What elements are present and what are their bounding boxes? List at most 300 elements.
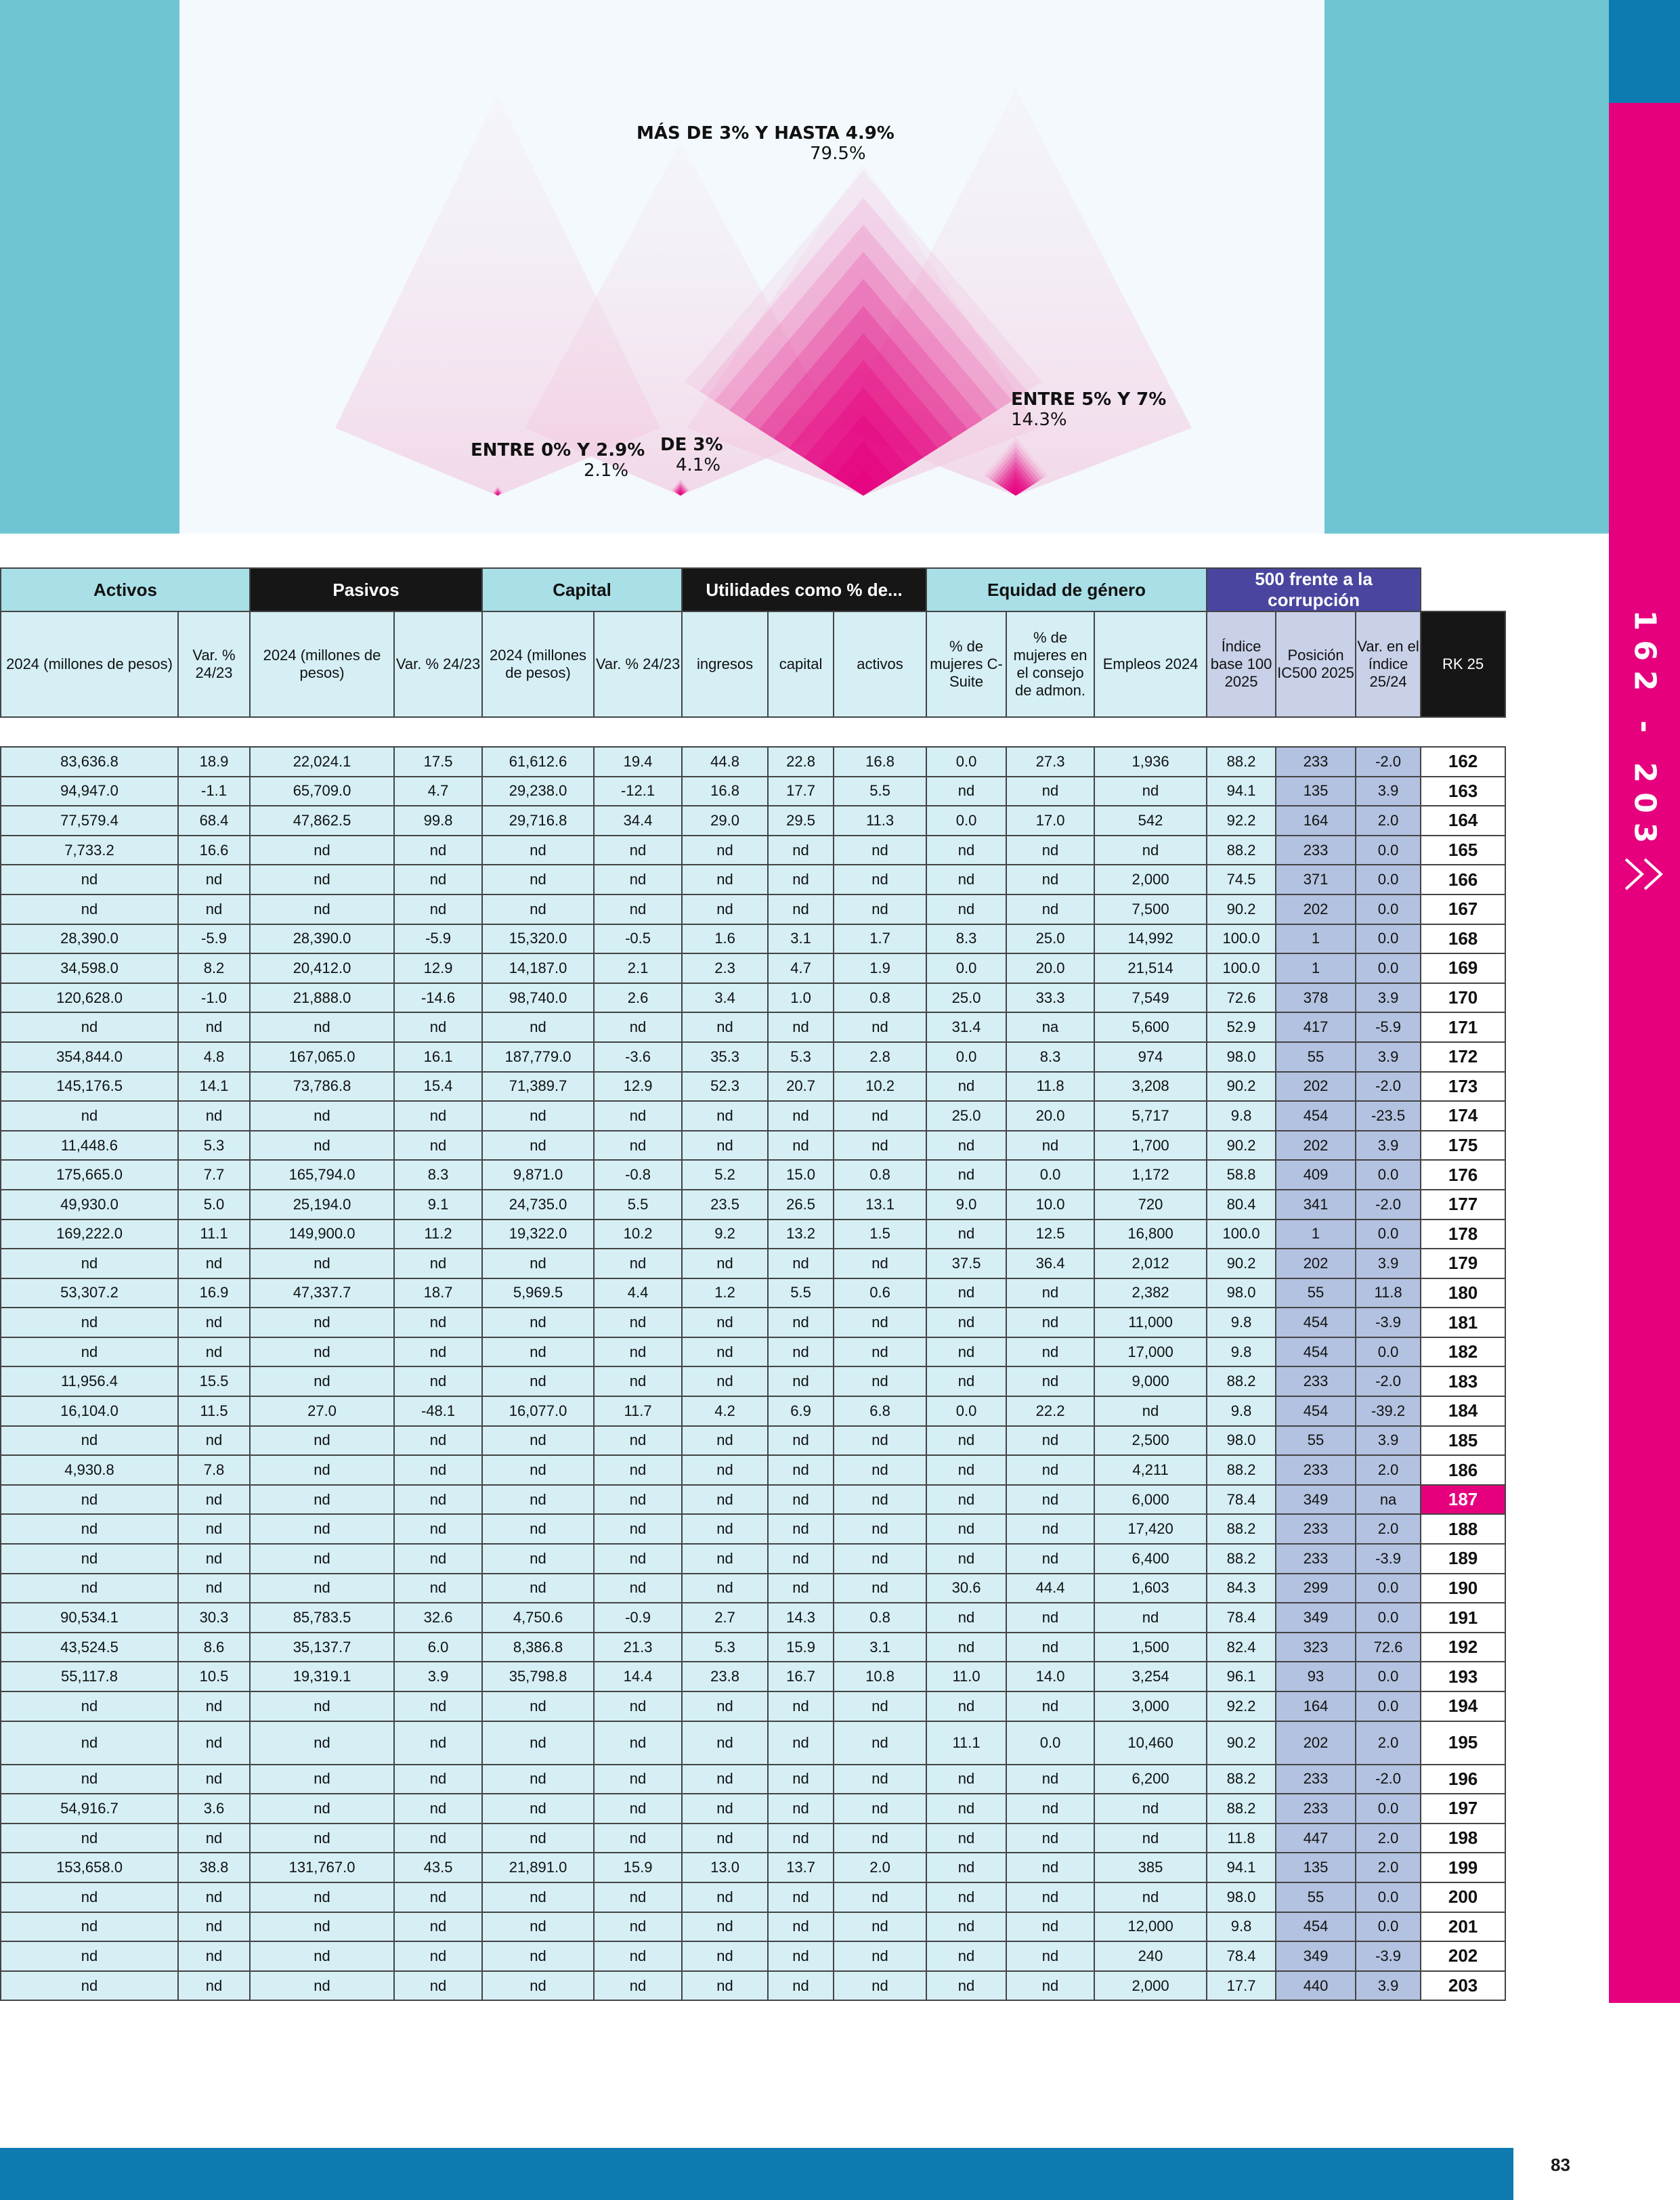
table-cell: nd xyxy=(394,1514,482,1544)
table-cell: nd xyxy=(768,894,834,924)
table-cell: nd xyxy=(594,1514,682,1544)
table-cell: 12.9 xyxy=(594,1072,682,1102)
table-cell: nd xyxy=(394,1308,482,1337)
table-cell: -1.1 xyxy=(178,777,250,806)
rank-cell: 195 xyxy=(1421,1721,1505,1765)
table-cell: nd xyxy=(1006,1455,1094,1485)
table-cell: 233 xyxy=(1276,1366,1356,1396)
table-cell: nd xyxy=(394,1012,482,1042)
table-cell: nd xyxy=(768,1971,834,2001)
table-cell: nd xyxy=(178,865,250,894)
table-cell: 36.4 xyxy=(1006,1249,1094,1278)
table-cell: 4,211 xyxy=(1094,1455,1207,1485)
table-cell: 3,254 xyxy=(1094,1662,1207,1691)
table-cell: nd xyxy=(768,1721,834,1765)
table-cell: 0.0 xyxy=(1356,953,1421,983)
table-cell: nd xyxy=(482,1794,594,1824)
table-cell: nd xyxy=(178,1544,250,1574)
table-cell: nd xyxy=(482,1721,594,1765)
col-activos-2024: 2024 (millones de pesos) xyxy=(1,611,178,717)
table-row xyxy=(1,953,1505,983)
table-cell: 100.0 xyxy=(1207,924,1276,954)
table-cell: 233 xyxy=(1276,1544,1356,1574)
table-cell: 233 xyxy=(1276,1794,1356,1824)
table-cell: 20.0 xyxy=(1006,1101,1094,1131)
table-cell: nd xyxy=(394,1426,482,1456)
chart-label-1 xyxy=(660,435,723,475)
table-cell: nd xyxy=(482,1824,594,1853)
col-pasivos-2024: 2024 (millones de pesos) xyxy=(250,611,394,717)
table-cell: nd xyxy=(834,1249,926,1278)
table-cell: 88.2 xyxy=(1207,747,1276,777)
table-cell: nd xyxy=(394,1366,482,1396)
table-cell: 90,534.1 xyxy=(1,1603,178,1633)
table-cell: 35.3 xyxy=(682,1042,768,1072)
table-cell: nd xyxy=(250,1574,394,1603)
table-cell: nd xyxy=(834,1721,926,1765)
table-row xyxy=(1,1131,1505,1161)
table-cell: nd xyxy=(926,865,1006,894)
table-cell: nd xyxy=(1,1426,178,1456)
table-row xyxy=(1,1160,1505,1190)
table-cell: 2.0 xyxy=(1356,1514,1421,1544)
table-cell: 0.0 xyxy=(1356,924,1421,954)
table-cell: -1.0 xyxy=(178,983,250,1013)
table-cell: 28,390.0 xyxy=(1,924,178,954)
table-cell: 202 xyxy=(1276,1072,1356,1102)
table-cell: 0.0 xyxy=(926,953,1006,983)
table-cell: nd xyxy=(926,1971,1006,2001)
table-row xyxy=(1,1308,1505,1337)
table-cell: 32.6 xyxy=(394,1603,482,1633)
table-cell: nd xyxy=(834,1308,926,1337)
table-cell: 3.6 xyxy=(178,1794,250,1824)
rank-cell: 164 xyxy=(1421,806,1505,836)
table-cell: 349 xyxy=(1276,1941,1356,1971)
table-cell: 3.9 xyxy=(1356,1426,1421,1456)
table-cell: 1.7 xyxy=(834,924,926,954)
table-cell: 19,319.1 xyxy=(250,1662,394,1691)
rank-cell: 174 xyxy=(1421,1101,1505,1131)
table-cell: nd xyxy=(1006,1337,1094,1367)
col-var-indice: Var. en el índice 25/24 xyxy=(1356,611,1421,717)
table-cell: 6.9 xyxy=(768,1396,834,1426)
table-cell: nd xyxy=(926,1603,1006,1633)
table-cell: 22,024.1 xyxy=(250,747,394,777)
table-cell: nd xyxy=(682,1824,768,1853)
table-cell: 88.2 xyxy=(1207,1544,1276,1574)
table-cell: nd xyxy=(834,894,926,924)
table-cell: nd xyxy=(926,1882,1006,1912)
table-cell: nd xyxy=(768,1882,834,1912)
table-cell: nd xyxy=(834,1912,926,1942)
table-cell: 233 xyxy=(1276,1765,1356,1794)
table-cell: -3.6 xyxy=(594,1042,682,1072)
table-cell: 20.0 xyxy=(1006,953,1094,983)
table-cell: -5.9 xyxy=(178,924,250,954)
table-cell: nd xyxy=(682,1012,768,1042)
table-cell: 8.2 xyxy=(178,953,250,983)
table-cell: nd xyxy=(250,1765,394,1794)
table-cell: 29.0 xyxy=(682,806,768,836)
table-row xyxy=(1,1971,1505,2001)
table-cell: 149,900.0 xyxy=(250,1220,394,1249)
table-cell: nd xyxy=(834,1485,926,1515)
table-cell: 16.7 xyxy=(768,1662,834,1691)
table-cell: 11.1 xyxy=(178,1220,250,1249)
table-cell: nd xyxy=(1,894,178,924)
table-cell: 9.2 xyxy=(682,1220,768,1249)
table-cell: 131,767.0 xyxy=(250,1853,394,1882)
table-cell: 233 xyxy=(1276,1455,1356,1485)
table-cell: nd xyxy=(682,1337,768,1367)
table-cell: 65,709.0 xyxy=(250,777,394,806)
chart-label-0 xyxy=(471,440,645,481)
right-color-band xyxy=(1324,0,1612,534)
table-cell: 53,307.2 xyxy=(1,1278,178,1308)
table-cell: 13.2 xyxy=(768,1220,834,1249)
table-cell: 1 xyxy=(1276,953,1356,983)
table-cell: nd xyxy=(768,1574,834,1603)
table-cell: nd xyxy=(482,1012,594,1042)
rank-cell: 181 xyxy=(1421,1308,1505,1337)
table-cell: nd xyxy=(682,1941,768,1971)
table-cell: 454 xyxy=(1276,1912,1356,1942)
table-cell: 78.4 xyxy=(1207,1603,1276,1633)
table-cell: nd xyxy=(482,1337,594,1367)
table-cell: 15.9 xyxy=(768,1633,834,1662)
table-cell: 44.4 xyxy=(1006,1574,1094,1603)
table-cell: nd xyxy=(594,865,682,894)
table-cell: nd xyxy=(1006,1308,1094,1337)
table-cell: 9.8 xyxy=(1207,1101,1276,1131)
table-cell: nd xyxy=(834,1366,926,1396)
table-cell: 175,665.0 xyxy=(1,1160,178,1190)
table-cell: 3.9 xyxy=(1356,1131,1421,1161)
rank-cell: 165 xyxy=(1421,836,1505,865)
table-cell: 167,065.0 xyxy=(250,1042,394,1072)
col-activos-pct: activos xyxy=(834,611,926,717)
table-cell: nd xyxy=(1,1101,178,1131)
table-cell: 0.8 xyxy=(834,1160,926,1190)
table-cell: 17.7 xyxy=(1207,1971,1276,2001)
table-cell: nd xyxy=(1,1514,178,1544)
table-cell: 454 xyxy=(1276,1101,1356,1131)
table-cell: nd xyxy=(1006,1971,1094,2001)
table-cell: 10,460 xyxy=(1094,1721,1207,1765)
table-cell: nd xyxy=(1,1912,178,1942)
table-cell: nd xyxy=(1,1249,178,1278)
table-cell: 8.3 xyxy=(1006,1042,1094,1072)
table-cell: nd xyxy=(1094,1396,1207,1426)
table-cell: -48.1 xyxy=(394,1396,482,1426)
table-cell: 15.4 xyxy=(394,1072,482,1102)
table-cell: 5.5 xyxy=(594,1190,682,1220)
table-cell: nd xyxy=(926,894,1006,924)
data-table xyxy=(0,567,1506,2001)
table-cell: nd xyxy=(482,1941,594,1971)
table-cell: 4.7 xyxy=(394,777,482,806)
table-cell: 61,612.6 xyxy=(482,747,594,777)
table-cell: -3.9 xyxy=(1356,1308,1421,1337)
table-cell: 88.2 xyxy=(1207,1455,1276,1485)
table-row xyxy=(1,1721,1505,1765)
table-cell: nd xyxy=(1006,1544,1094,1574)
table-cell: nd xyxy=(394,894,482,924)
table-cell: 0.0 xyxy=(1356,1794,1421,1824)
table-cell: nd xyxy=(1,1824,178,1853)
table-cell: 0.0 xyxy=(1356,894,1421,924)
table-cell: nd xyxy=(768,1249,834,1278)
table-cell: 33.3 xyxy=(1006,983,1094,1013)
table-cell: nd xyxy=(250,1941,394,1971)
table-cell: 78.4 xyxy=(1207,1941,1276,1971)
table-cell: nd xyxy=(594,894,682,924)
table-cell: 2.0 xyxy=(1356,1455,1421,1485)
table-cell: nd xyxy=(768,1012,834,1042)
table-cell: nd xyxy=(1006,1131,1094,1161)
table-cell: 4.4 xyxy=(594,1278,682,1308)
table-cell: 20,412.0 xyxy=(250,953,394,983)
table-cell: nd xyxy=(178,894,250,924)
table-row xyxy=(1,1220,1505,1249)
table-cell: 202 xyxy=(1276,894,1356,924)
table-cell: 341 xyxy=(1276,1190,1356,1220)
table-cell: 13.7 xyxy=(768,1853,834,1882)
table-cell: -2.0 xyxy=(1356,1366,1421,1396)
table-cell: 88.2 xyxy=(1207,1514,1276,1544)
table-cell: 80.4 xyxy=(1207,1190,1276,1220)
table-cell: 5.3 xyxy=(178,1131,250,1161)
rank-cell: 170 xyxy=(1421,983,1505,1013)
table-cell: 9.8 xyxy=(1207,1337,1276,1367)
table-cell: 202 xyxy=(1276,1249,1356,1278)
table-cell: nd xyxy=(250,1426,394,1456)
table-cell: 17,000 xyxy=(1094,1337,1207,1367)
table-cell: 54,916.7 xyxy=(1,1794,178,1824)
table-cell: 72.6 xyxy=(1356,1633,1421,1662)
table-cell: 5,600 xyxy=(1094,1012,1207,1042)
table-cell: 52.9 xyxy=(1207,1012,1276,1042)
table-cell: nd xyxy=(768,1544,834,1574)
table-cell: nd xyxy=(768,1912,834,1942)
table-cell: 73,786.8 xyxy=(250,1072,394,1102)
table-cell: 98.0 xyxy=(1207,1042,1276,1072)
rank-cell: 177 xyxy=(1421,1190,1505,1220)
table-cell: 2.0 xyxy=(1356,1853,1421,1882)
table-cell: nd xyxy=(394,1882,482,1912)
chart-label-2 xyxy=(637,123,895,164)
table-cell: nd xyxy=(768,1794,834,1824)
table-cell: nd xyxy=(682,1485,768,1515)
table-cell: -5.9 xyxy=(394,924,482,954)
table-cell: nd xyxy=(1,1941,178,1971)
rank-cell: 179 xyxy=(1421,1249,1505,1278)
table-cell: 14.3 xyxy=(768,1603,834,1633)
table-cell: 71,389.7 xyxy=(482,1072,594,1102)
table-cell: nd xyxy=(1006,1912,1094,1942)
rank-cell: 169 xyxy=(1421,953,1505,983)
table-cell: nd xyxy=(178,1101,250,1131)
table-cell: 11,956.4 xyxy=(1,1366,178,1396)
table-cell: nd xyxy=(834,1941,926,1971)
table-cell: 23.5 xyxy=(682,1190,768,1220)
table-cell: nd xyxy=(250,1794,394,1824)
table-cell: nd xyxy=(834,1131,926,1161)
table-cell: nd xyxy=(394,1131,482,1161)
table-cell: 27.3 xyxy=(1006,747,1094,777)
table-cell: nd xyxy=(682,1366,768,1396)
table-cell: -39.2 xyxy=(1356,1396,1421,1426)
table-cell: nd xyxy=(1006,1278,1094,1308)
table-cell: -23.5 xyxy=(1356,1101,1421,1131)
table-cell: nd xyxy=(394,1249,482,1278)
table-cell: nd xyxy=(926,1544,1006,1574)
group-capital: Capital xyxy=(482,568,682,611)
rank-cell: 198 xyxy=(1421,1824,1505,1853)
table-cell: 23.8 xyxy=(682,1662,768,1691)
rank-cell: 162 xyxy=(1421,747,1505,777)
table-cell: 542 xyxy=(1094,806,1207,836)
table-cell: 299 xyxy=(1276,1574,1356,1603)
table-cell: 0.0 xyxy=(926,806,1006,836)
table-cell: nd xyxy=(178,1765,250,1794)
table-cell: 98.0 xyxy=(1207,1426,1276,1456)
table-row xyxy=(1,777,1505,806)
table-cell: 14,992 xyxy=(1094,924,1207,954)
table-cell: nd xyxy=(682,1971,768,2001)
table-cell: 15,320.0 xyxy=(482,924,594,954)
table-cell: 25.0 xyxy=(926,1101,1006,1131)
rank-cell: 178 xyxy=(1421,1220,1505,1249)
table-cell: 7.7 xyxy=(178,1160,250,1190)
table-row xyxy=(1,1882,1505,1912)
table-cell: nd xyxy=(482,1574,594,1603)
table-cell: 11.8 xyxy=(1356,1278,1421,1308)
table-cell: 10.5 xyxy=(178,1662,250,1691)
table-cell: 26.5 xyxy=(768,1190,834,1220)
table-cell: 0.0 xyxy=(1356,1337,1421,1367)
rank-cell: 191 xyxy=(1421,1603,1505,1633)
col-ingresos: ingresos xyxy=(682,611,768,717)
table-cell: 14,187.0 xyxy=(482,953,594,983)
table-cell: 12.9 xyxy=(394,953,482,983)
table-cell: 385 xyxy=(1094,1853,1207,1882)
table-row xyxy=(1,1514,1505,1544)
table-cell: 11.8 xyxy=(1006,1072,1094,1102)
table-cell: nd xyxy=(768,836,834,865)
page-number: 83 xyxy=(1551,2155,1570,2175)
table-cell: 3.4 xyxy=(682,983,768,1013)
table-cell: 0.0 xyxy=(1006,1721,1094,1765)
table-cell: 9,000 xyxy=(1094,1366,1207,1396)
table-cell: nd xyxy=(834,1691,926,1721)
table-row xyxy=(1,865,1505,894)
table-cell: 88.2 xyxy=(1207,1794,1276,1824)
table-cell: 3.9 xyxy=(1356,777,1421,806)
table-cell: 9.8 xyxy=(1207,1912,1276,1942)
table-cell: 92.2 xyxy=(1207,806,1276,836)
table-cell: 88.2 xyxy=(1207,1765,1276,1794)
table-cell: 43.5 xyxy=(394,1853,482,1882)
table-cell: nd xyxy=(178,1691,250,1721)
table-cell: 145,176.5 xyxy=(1,1072,178,1102)
table-cell: 0.0 xyxy=(1006,1160,1094,1190)
col-capital-2024: 2024 (millones de pesos) xyxy=(482,611,594,717)
table-cell: 18.9 xyxy=(178,747,250,777)
table-cell: nd xyxy=(594,1544,682,1574)
group-gap xyxy=(1421,568,1505,611)
rank-cell: 171 xyxy=(1421,1012,1505,1042)
table-cell: nd xyxy=(394,1455,482,1485)
table-cell: nd xyxy=(926,1941,1006,1971)
table-cell: 17.5 xyxy=(394,747,482,777)
table-cell: 18.7 xyxy=(394,1278,482,1308)
table-cell: 3,208 xyxy=(1094,1072,1207,1102)
table-cell: nd xyxy=(768,1514,834,1544)
table-cell: nd xyxy=(178,1012,250,1042)
table-cell: 2,000 xyxy=(1094,865,1207,894)
side-tab xyxy=(1609,103,1680,2003)
table-cell: 1.2 xyxy=(682,1278,768,1308)
table-cell: nd xyxy=(926,1337,1006,1367)
table-cell: nd xyxy=(682,1455,768,1485)
table-cell: 21,891.0 xyxy=(482,1853,594,1882)
table-cell: nd xyxy=(594,1794,682,1824)
table-cell: 16.6 xyxy=(178,836,250,865)
table-cell: 28,390.0 xyxy=(250,924,394,954)
table-cell: 135 xyxy=(1276,777,1356,806)
table-cell: 25.0 xyxy=(926,983,1006,1013)
table-cell: 35,137.7 xyxy=(250,1633,394,1662)
table-cell: 371 xyxy=(1276,865,1356,894)
table-cell: 15.5 xyxy=(178,1366,250,1396)
table-cell: 16.8 xyxy=(834,747,926,777)
table-cell: nd xyxy=(768,1824,834,1853)
side-range-label: 162 - 203 xyxy=(1627,609,1662,853)
table-cell: 10.0 xyxy=(1006,1190,1094,1220)
table-cell: 21,514 xyxy=(1094,953,1207,983)
table-cell: nd xyxy=(594,1721,682,1765)
table-cell: 34.4 xyxy=(594,806,682,836)
table-cell: 165,794.0 xyxy=(250,1160,394,1190)
table-cell: nd xyxy=(768,1366,834,1396)
col-mujeres-csuite: % de mujeres C-Suite xyxy=(926,611,1006,717)
rank-cell: 189 xyxy=(1421,1544,1505,1574)
table-cell: nd xyxy=(682,1101,768,1131)
table-row xyxy=(1,1101,1505,1131)
table-row xyxy=(1,924,1505,954)
table-cell: 3.9 xyxy=(394,1662,482,1691)
table-cell: nd xyxy=(1006,865,1094,894)
rank-cell: 180 xyxy=(1421,1278,1505,1308)
table-cell: nd xyxy=(482,1765,594,1794)
table-cell: nd xyxy=(1,1544,178,1574)
table-cell: nd xyxy=(482,1249,594,1278)
table-cell: 2.0 xyxy=(1356,1721,1421,1765)
table-cell: 0.8 xyxy=(834,1603,926,1633)
table-cell: nd xyxy=(482,1912,594,1942)
table-cell: na xyxy=(1356,1485,1421,1515)
table-row xyxy=(1,1337,1505,1367)
table-cell: nd xyxy=(250,1131,394,1161)
table-cell: 440 xyxy=(1276,1971,1356,2001)
table-cell: nd xyxy=(594,1765,682,1794)
table-cell: 43,524.5 xyxy=(1,1633,178,1662)
table-cell: nd xyxy=(250,1514,394,1544)
table-cell: nd xyxy=(834,1337,926,1367)
table-row xyxy=(1,1912,1505,1942)
